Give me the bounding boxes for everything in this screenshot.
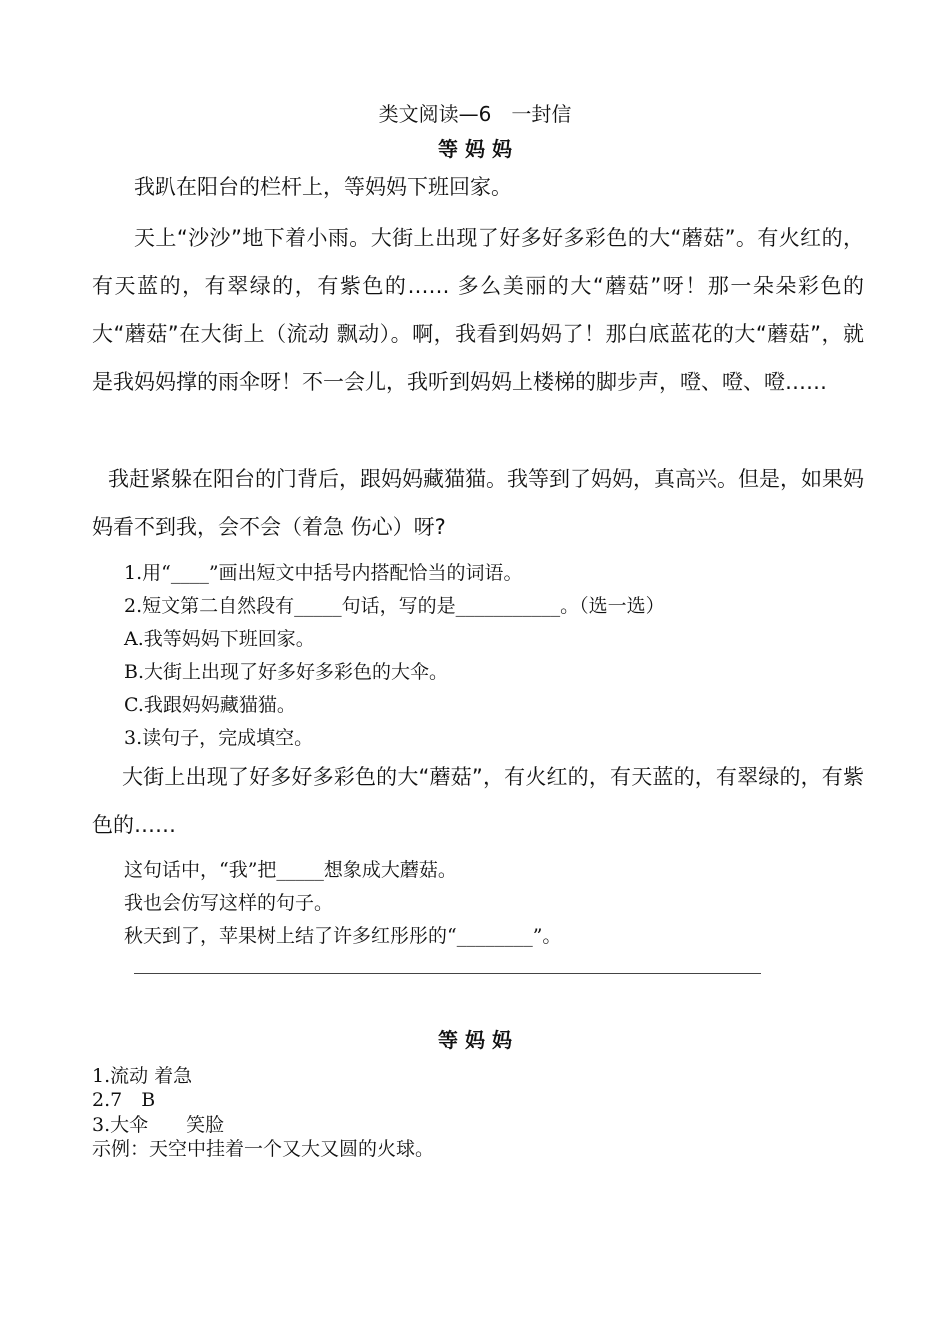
fill-blank-3: 秋天到了，苹果树上结了许多红彤彤的“________”。 xyxy=(124,925,562,947)
document-title: 类文阅读—6 一封信 xyxy=(378,102,572,126)
question-1: 1.用“____”画出短文中括号内搭配恰当的词语。 xyxy=(124,562,523,584)
answer-2: 2.7 B xyxy=(92,1089,156,1111)
answer-example: 示例：天空中挂着一个又大又圆的火球。 xyxy=(92,1138,435,1160)
question-2: 2.短文第二自然段有_____句话，写的是___________。（选一选） xyxy=(124,595,665,617)
divider-line xyxy=(134,973,761,974)
story-paragraph-2: 天上“沙沙”地下着小雨。大街上出现了好多好多彩色的大“蘑菇”。有火红的，有天蓝的，有翠绿的，有紫色的…… 多么美丽的大“蘑菇”呀！那一朵朵彩色的大“蘑菇”在大街上（流动 飘动）。啊，我看到妈妈了！那白底蓝花的大“蘑菇”，就是我妈妈撑的雨伞呀！不一会儿，我听到妈妈上楼梯的脚步声，噔、噔、噔…… xyxy=(92,226,864,394)
option-c: C.我跟妈妈藏猫猫。 xyxy=(124,694,296,716)
option-b: B.大街上出现了好多好多彩色的大伞。 xyxy=(124,661,449,683)
fill-blank-1: 这句话中，“我”把_____想象成大蘑菇。 xyxy=(124,859,457,881)
story-paragraph-1: 我趴在阳台的栏杆上，等妈妈下班回家。 xyxy=(134,175,512,199)
question-3: 3.读句子，完成填空。 xyxy=(124,727,314,749)
story-title: 等 妈 妈 xyxy=(438,137,512,161)
option-a: A.我等妈妈下班回家。 xyxy=(124,628,315,650)
answer-title: 等 妈 妈 xyxy=(438,1028,512,1052)
answer-3: 3.大伞 笑脸 xyxy=(92,1114,225,1136)
answer-1: 1.流动 着急 xyxy=(92,1065,193,1087)
story-paragraph-3: 我赶紧躲在阳台的门背后，跟妈妈藏猫猫。我等到了妈妈，真高兴。但是，如果妈妈看不到我，会不会（着急 伤心）呀? xyxy=(92,467,864,539)
fill-blank-2: 我也会仿写这样的句子。 xyxy=(124,892,334,914)
quoted-sentence: 大街上出现了好多好多彩色的大“蘑菇”，有火红的，有天蓝的，有翠绿的，有紫色的…… xyxy=(92,765,864,837)
